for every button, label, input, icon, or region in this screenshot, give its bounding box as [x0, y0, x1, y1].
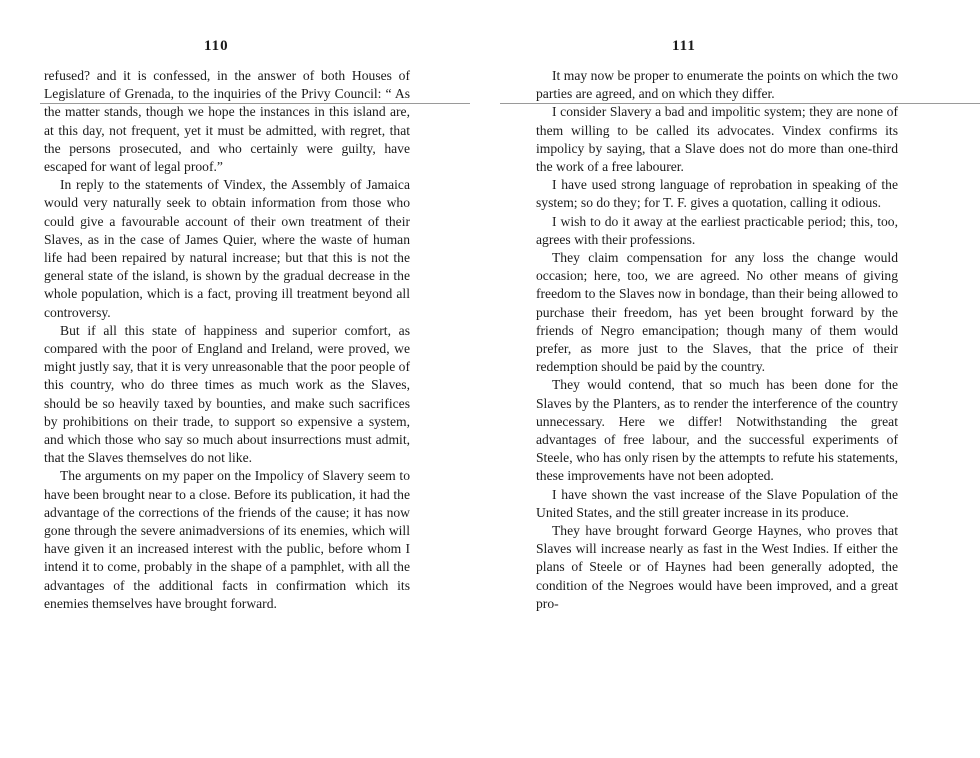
- paragraph: It may now be proper to enumerate the points on which the two parties are agreed, and on which they differ.: [536, 68, 898, 102]
- paragraph: They claim compensation for any loss the change would occasion; here, too, we are agreed. No other means of giving freedom to the Slaves now in bondage, than their being allowed to purchase their freedom, has yet been brought forward by the friends of Negro emancipation; though many of them would prefer, as more just to the Slaves, that the price of their redemption should be paid by the country.: [536, 250, 898, 375]
- paragraph: They have brought forward George Haynes, who proves that Slaves will increase nearly as fast in the West Indies. If either the plans of Steele or of Haynes had been generally adopted, the condition of the Negroes would have been improved, and a great pro-: [536, 523, 898, 611]
- paragraph: I have shown the vast increase of the Slave Population of the United States, and the still greater increase in its produce.: [536, 486, 898, 520]
- paragraph: They would contend, that so much has been done for the Slaves by the Planters, as to render the interference of the country unnecessary. Here we differ! Notwithstanding the great advantages of free labour, and the successful experiments of Steele, who has only risen by the attempts to refute his statements, these improvements have not been adopted.: [536, 377, 898, 484]
- body-text: [44, 67, 410, 613]
- page-number: 110: [204, 38, 229, 54]
- paragraph: The arguments on my paper on the Impolicy of Slavery seem to have been brought near to a close. Before its publication, it had the advantage of the corrections of the friends of the cause; it has now gone through the severe animadversions of its enemies, which will have given it an increased interest with the public, before whom I intend it to come, probably in the shape of a pamphlet, with all the advantages of the additional facts in confirmation which its enemies themselves have brought forward.: [44, 468, 410, 611]
- paragraph: But if all this state of happiness and superior comfort, as compared with the poor of England and Ireland, were proved, we might justly say, that it is very unreasonable that the poor people of this country, who do three times as much work as the Slaves, should be so heavily taxed by bounties, and make such sacrifices by prohibitions on their trade, to support so expensive a system, and which those who say so much about insurrections must admit, that the Slaves themselves do not like.: [44, 322, 410, 466]
- paragraph: I have used strong language of reprobation in speaking of the system; so do they; for T. F. gives a quotation, calling it odious.: [536, 177, 898, 211]
- right-page: [500, 0, 980, 758]
- left-page: [0, 0, 470, 758]
- body-text: [536, 67, 898, 613]
- paragraph: refused? and it is confessed, in the answer of both Houses of Legislature of Grenada, to the inquiries of the Privy Council: “ As the matter stands, though we hope the instances in this island are, at this day, not frequent, yet it must be admitted, with regret, that the persons prosecuted, and who certainly were guilty, have escaped for want of legal proof.”: [44, 68, 410, 175]
- paragraph: I consider Slavery a bad and impolitic system; they are none of them willing to be called its advocates. Vindex confirms its impolicy by saying, that a Slave does not do more than one-third the work of a free labourer.: [536, 104, 898, 175]
- page-number: 111: [672, 38, 696, 54]
- paragraph: I wish to do it away at the earliest practicable period; this, too, agrees with their professions.: [536, 213, 898, 247]
- paragraph: In reply to the statements of Vindex, the Assembly of Jamaica would very naturally seek to obtain information from those who could give a favourable account of their own treatment of their Slaves, as in the case of James Quier, where the waste of human life had been repaired by natural increase; but that this is not the general state of the island, is shown by the gradual decrease in the whole population, which is a fact, proving ill treatment beyond all controversy.: [44, 177, 410, 320]
